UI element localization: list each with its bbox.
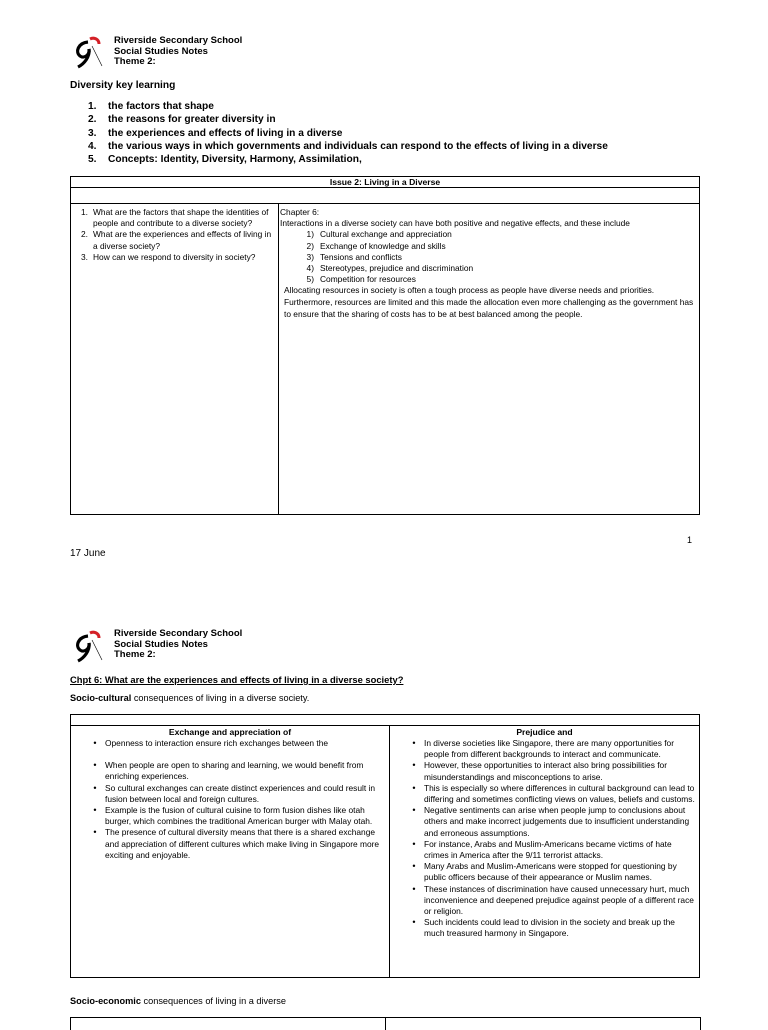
list-item: • The presence of cultural diversity means that there is a shared exchange and appreciation of different cultures which make living in Singapore more exciting and enjoyable. bbox=[93, 827, 380, 860]
list-item: • However, these opportunities to interact also bring possibilities for misunderstandings and misconceptions to arise. bbox=[412, 760, 668, 782]
list-item: 3. How can we respond to diversity in society? bbox=[81, 251, 256, 262]
school-name: Riverside Secondary School bbox=[114, 628, 243, 639]
chapter-intro: Interactions in a diverse society can have both positive and negative effects, and these include bbox=[280, 218, 630, 229]
list-item: • Openness to interaction ensure rich exchanges between the bbox=[93, 738, 329, 748]
page2-header bbox=[114, 629, 242, 661]
issue-table bbox=[70, 176, 700, 515]
chapter-cell bbox=[279, 204, 700, 515]
list-item: 1) Cultural exchange and appreciation bbox=[306, 229, 452, 240]
list-item: 1. the factors that shape bbox=[88, 101, 214, 112]
list-item: 5) Competition for resources bbox=[306, 274, 416, 285]
chapter-heading: Chpt 6: What are the experiences and effects of living in a diverse society? bbox=[70, 674, 404, 685]
list-item: • Many Arabs and Muslim-Americans were stopped for questioning by public officers because of their appearance or Muslim names. bbox=[412, 861, 677, 883]
subject-name: Social Studies Notes bbox=[114, 638, 208, 650]
page1-header bbox=[114, 36, 242, 68]
theme-label: Theme 2: bbox=[114, 649, 156, 660]
prejudice-bullets bbox=[392, 738, 697, 940]
resources-paragraph: Allocating resources in society is often a tough process as people have diverse needs and priorities. Furthermore, resources are limited and this made the allocation even more challenging as the government has to ensure that the sharing of costs has to be at best balanced among the people. bbox=[284, 285, 694, 319]
list-item: 3. the experiences and effects of living in a diverse bbox=[88, 127, 343, 139]
list-item: 5. Concepts: Identity, Diversity, Harmony, Assimilation, bbox=[88, 154, 362, 166]
key-learning-list bbox=[88, 100, 608, 166]
list-item: 2) Exchange of knowledge and skills bbox=[306, 240, 446, 251]
effects-list bbox=[280, 229, 695, 285]
prejudice-heading: Prejudice and bbox=[516, 727, 573, 737]
list-item: • These instances of discrimination have caused unnecessary hurt, much inconvenience and deepened prejudice against people of a different race or religion. bbox=[412, 883, 694, 917]
list-item: • Example is the fusion of cultural cuisine to form fusion dishes like otah burger, which combines the traditional American burger with Malay otah. bbox=[93, 805, 373, 827]
list-item: • In diverse societies like Singapore, there are many opportunities for people from different backgrounds to interact and communicate. bbox=[412, 738, 674, 760]
school-name: Riverside Secondary School bbox=[114, 35, 243, 46]
prejudice-cell bbox=[390, 726, 700, 978]
list-item: • This is especially so where differences in cultural background can lead to differing and sometimes conflicting views on values, beliefs and customs. bbox=[412, 782, 695, 805]
list-item: 1. What are the factors that shape the identities of people and contribute to a diverse society? bbox=[81, 207, 269, 229]
list-item: 3) Tensions and conflicts bbox=[306, 251, 402, 262]
subject-name: Social Studies Notes bbox=[114, 45, 208, 57]
empty-row bbox=[71, 715, 700, 726]
school-logo-icon bbox=[72, 630, 106, 664]
exchange-cell bbox=[71, 726, 390, 978]
date-footer: 17 June bbox=[70, 548, 106, 559]
theme-label: Theme 2: bbox=[114, 56, 156, 67]
issue-title: Issue 2: Living in a Diverse bbox=[71, 177, 700, 188]
list-item: • So cultural exchanges can create distinct experiences and could result in fusion between local and foreign cultures. bbox=[93, 782, 376, 804]
list-item: • Such incidents could lead to division in the society and break up the much treasured harmony in Singapore. bbox=[412, 917, 675, 939]
list-item: 4. the various ways in which governments and individuals can respond to the effects of living in a diverse bbox=[88, 140, 608, 152]
list-item: • Negative sentiments can arise when people jump to conclusions about others and make incorrect judgements due to insufficient understanding and erroneous assumptions. bbox=[412, 805, 690, 838]
empty-row bbox=[71, 188, 700, 204]
list-item: 2. the reasons for greater diversity in bbox=[88, 114, 276, 126]
exchange-heading: Exchange and appreciation of bbox=[168, 727, 292, 737]
page-number: 1 bbox=[687, 535, 693, 545]
questions-cell bbox=[71, 204, 279, 515]
key-questions-list bbox=[71, 207, 275, 263]
list-item: • For instance, Arabs and Muslim-Americans became victims of hate crimes in America after the 9/11 terrorist attacks. bbox=[412, 838, 672, 861]
list-item: 4) Stereotypes, prejudice and discrimination bbox=[306, 263, 474, 274]
table-divider bbox=[385, 1018, 386, 1030]
chapter-label: Chapter 6: bbox=[280, 207, 320, 217]
list-item: 2. What are the experiences and effects of living in a diverse society? bbox=[81, 229, 272, 251]
socio-cultural-caption: Socio-cultural consequences of living in a diverse society. bbox=[70, 693, 310, 703]
exchange-bullets bbox=[73, 738, 387, 861]
socio-economic-caption: Socio-economic consequences of living in a diverse bbox=[70, 996, 287, 1006]
list-item: • When people are open to sharing and learning, we would benefit from enriching experiences. bbox=[93, 760, 364, 782]
key-learning-title: Diversity key learning bbox=[70, 80, 176, 91]
consequences-table bbox=[70, 714, 700, 978]
school-logo-icon bbox=[72, 36, 106, 70]
